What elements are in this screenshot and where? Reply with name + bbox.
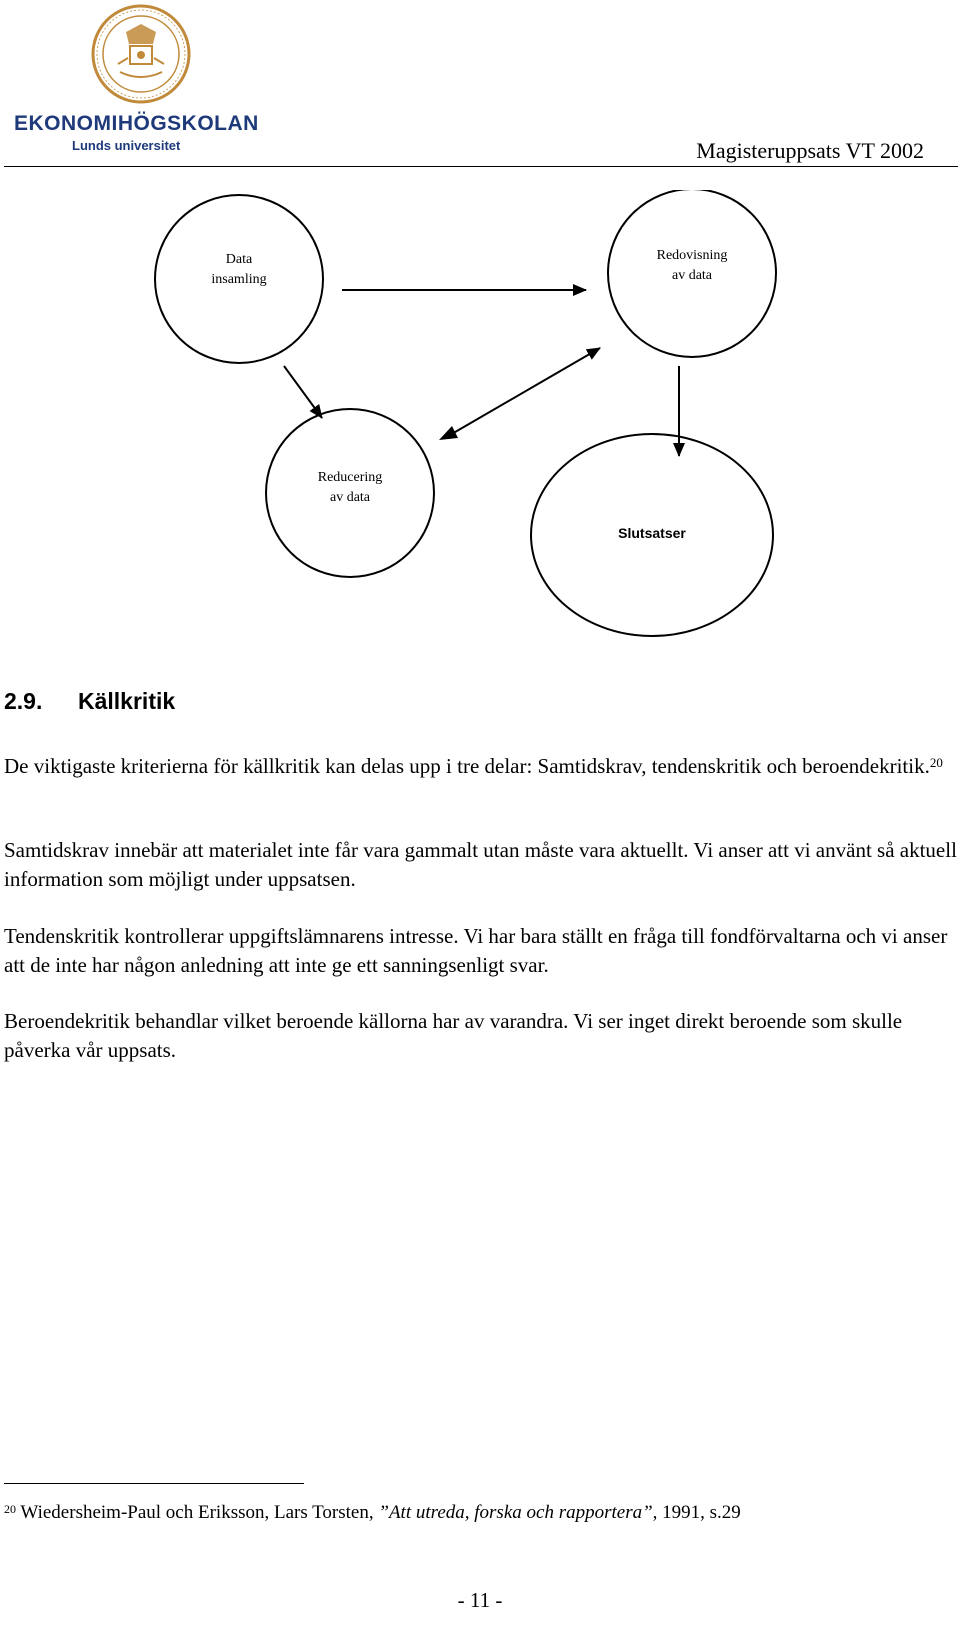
node-label-data-insamling <box>179 250 299 290</box>
lund-university-logo <box>8 2 278 162</box>
paragraph-4 <box>4 1007 958 1065</box>
process-diagram <box>0 190 960 650</box>
footnote-number: 20 <box>4 1502 16 1516</box>
header-divider <box>4 166 958 167</box>
paragraph-2 <box>4 836 958 894</box>
paragraph-text: De viktigaste kriterierna för källkritik kan delas upp i tre delar: Samtidskrav, tendenskritik och beroendekritik. <box>4 754 930 778</box>
paragraph-3 <box>4 922 958 980</box>
logo-wordmark: EKONOMIHÖGSKOLAN <box>14 112 259 135</box>
logo-subtext: Lunds universitet <box>72 138 181 153</box>
paragraph-text: Beroendekritik behandlar vilket beroende källorna har av varandra. Vi ser inget direkt beroende som skulle påverka vår uppsats. <box>4 1009 903 1062</box>
node-label-line: Redovisning <box>656 248 728 263</box>
footnote-text-after: , 1991, s.29 <box>652 1502 741 1523</box>
arrow-reducering-from-redovisning <box>440 375 560 442</box>
node-label-line: insamling <box>211 272 267 287</box>
arrowhead-to-reducering <box>439 426 458 440</box>
footnote-ref[interactable]: 20 <box>929 755 943 770</box>
page-number: - 11 - <box>457 1588 503 1612</box>
node-label-line: Reducering <box>317 470 383 485</box>
process-diagram-svg <box>0 190 960 650</box>
section-number: 2.9. <box>4 688 43 714</box>
node-label-line: Slutsatser <box>618 525 686 541</box>
node-label-reducering <box>290 468 410 508</box>
footnote <box>4 1500 741 1526</box>
paragraph-text: Samtidskrav innebär att materialet inte får vara gammalt utan måste vara aktuellt. Vi anser att vi använt så aktuell information som möjligt under uppsatsen. <box>4 838 957 891</box>
arrow-reducering-to-redovisning <box>450 348 600 435</box>
paragraph-1 <box>4 752 958 781</box>
footnote-divider <box>4 1483 304 1484</box>
arrow-insamling-to-reducering <box>284 366 322 418</box>
node-label-line: av data <box>329 490 371 505</box>
node-label-redovisning <box>632 246 752 286</box>
node-label-line: Data <box>225 252 253 267</box>
paragraph-text: Tendenskritik kontrollerar uppgiftslämnarens intresse. Vi har bara ställt en fråga till fondförvaltarna och vi anser att de inte har någon anledning att inte ge ett sanningsenligt svar. <box>4 924 948 977</box>
section-title: Källkritik <box>78 688 176 714</box>
node-label-slutsatser <box>592 523 712 543</box>
footnote-title: ”Att utreda, forska och rapportera” <box>378 1502 653 1523</box>
node-label-line: av data <box>671 268 713 283</box>
running-header-title: Magisteruppsats VT 2002 <box>696 138 924 163</box>
section-heading <box>4 688 175 715</box>
footnote-text-before: Wiedersheim-Paul och Eriksson, Lars Torsten, <box>20 1502 379 1523</box>
